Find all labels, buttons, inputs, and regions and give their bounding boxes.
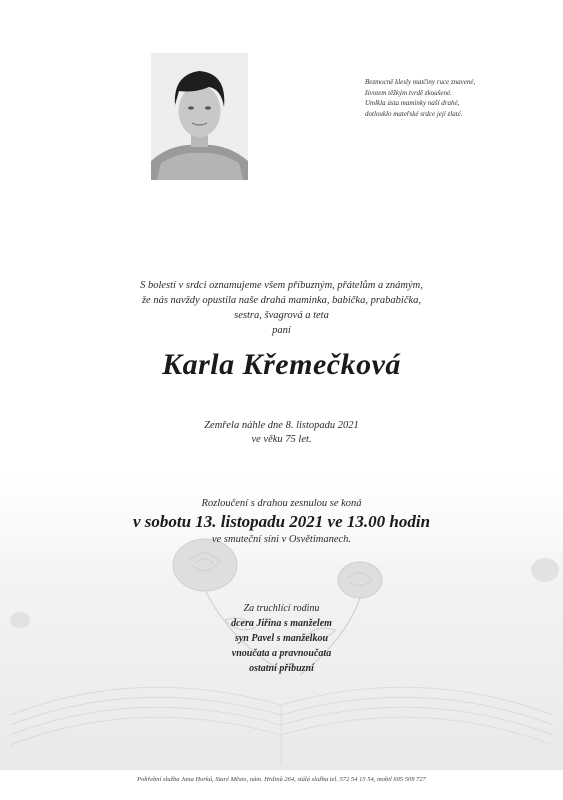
memorial-poem	[365, 77, 550, 119]
poem-line: Umlkla ústa maminky naší drahé,	[365, 99, 460, 107]
announcement-intro	[0, 278, 563, 338]
intro-line: sestra, švagrová a teta	[234, 310, 329, 321]
intro-line: paní	[272, 325, 291, 336]
portrait-photo	[151, 53, 248, 180]
ceremony-info	[0, 497, 563, 547]
funeral-service-footer: Pohřební služba Jana Horká, Staré Město, nám. Hrdinů 264, stálá služba tel. 572 54 15 54, mobil 605 509 727	[137, 776, 426, 783]
deceased-name: Karla Křemečková	[162, 348, 401, 381]
family-member: ostatní příbuzní	[249, 663, 314, 674]
family-header: Za truchlící rodinu	[243, 603, 320, 614]
ceremony-intro: Rozloučení s drahou zesnulou se koná	[201, 498, 362, 509]
family-member: syn Pavel s manželkou	[234, 633, 329, 644]
mourning-family	[0, 601, 563, 676]
ceremony-place: ve smuteční síni v Osvětimanech.	[211, 534, 352, 545]
intro-line: S bolestí v srdci oznamujeme všem příbuzným, přátelům a známým,	[140, 280, 423, 291]
ceremony-datetime: v sobotu 13. listopadu 2021 ve 13.00 hodin	[132, 512, 431, 531]
poem-line: dotlouklo mateřské srdce její zlaté.	[365, 109, 463, 118]
death-age: ve věku 75 let.	[251, 434, 312, 445]
poem-line: životem těžkým tvrdě zkoušené.	[365, 88, 452, 97]
death-info	[0, 419, 563, 447]
death-date: Zemřela náhle dne 8. listopadu 2021	[204, 420, 359, 431]
intro-line: že nás navždy opustila naše drahá maminka, babička, prababička,	[141, 295, 422, 306]
family-member: vnoučata a pravnoučata	[231, 648, 332, 659]
poem-line: Bezmocně klesly matčiny ruce znavené,	[365, 78, 476, 86]
family-member: dcera Jiřina s manželem	[231, 618, 332, 629]
